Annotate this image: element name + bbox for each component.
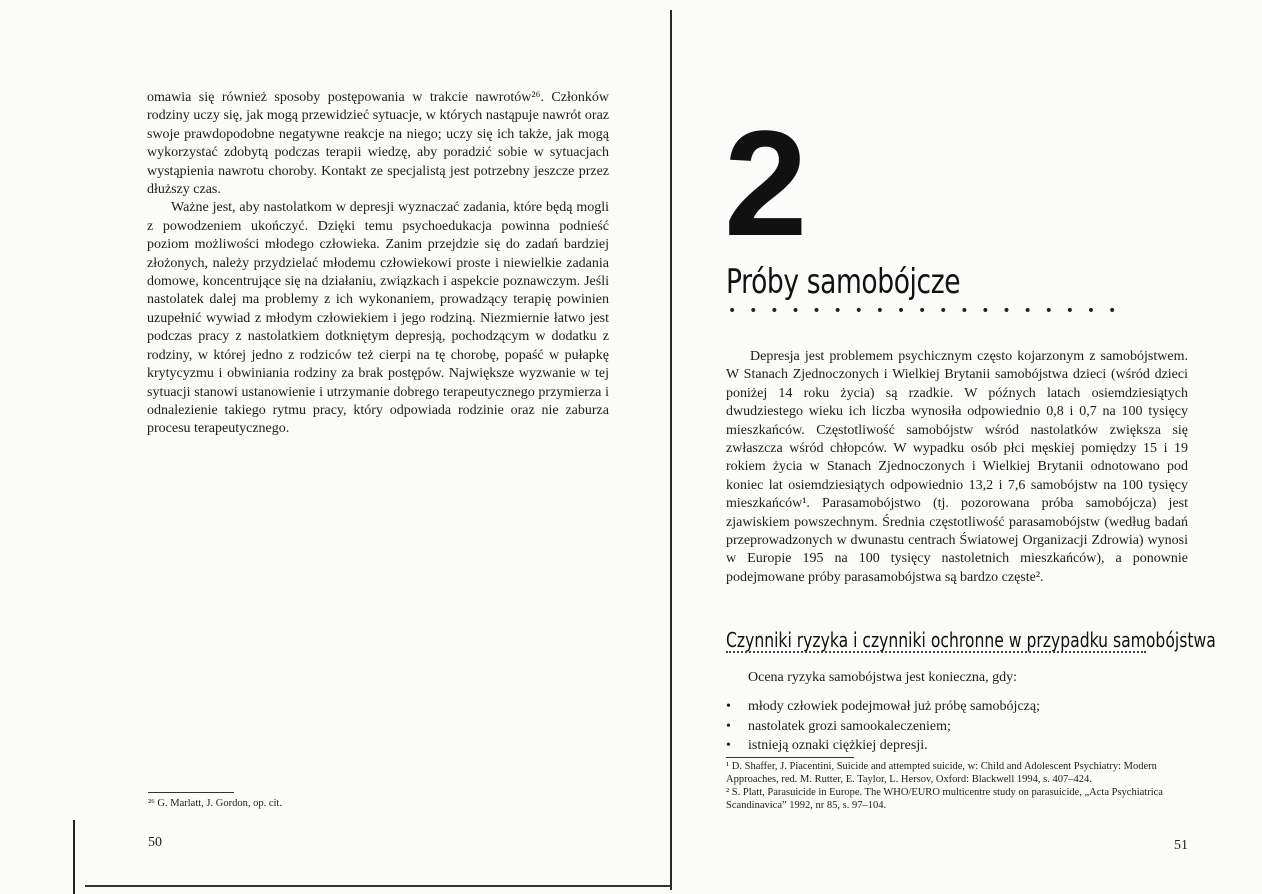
bullet-icon: •: [726, 738, 731, 753]
left-page-number: 50: [148, 835, 162, 850]
list-item: • istnieją oznaki ciężkiej depresji.: [726, 736, 1040, 756]
right-page-number: 51: [1174, 838, 1188, 853]
chapter-number: 2: [724, 99, 808, 267]
chapter-title-dots: • • • • • • • • • • • • • • • • • • •: [728, 303, 1121, 319]
left-paragraph-2: Ważne jest, aby nastolatkom w depresji wyznaczać zadania, które będą mogli z powodzeniem ukończyć. Dzięki temu psychoedukacja powinna podnieść poziom możliwości młodego człowieka. Zanim przejdzie się do zadań bardziej złożonych, należy przydzielać młodemu człowiekowi proste i niewielkie zadania domowe, koncentrujące się na działaniu, związkach i aspekcie poznawczym. Jeśli nastolatek dalej ma problemy z ich wykonaniem, prowadzący terapię powinien uzupełnić wywiad z młodym człowiekiem i jego rodziną. Niezmiernie łatwo jest podczas pracy z nastolatkiem dotkniętym depresją, pochodzącym w dodatku z rodziny, w której jedno z rodziców też cierpi na tę chorobę, popaść w pułapkę krytycyzmu i obwiniania rodziny za brak postępów. Największe wyzwanie w tej sytuacji stanowi ustanowienie i utrzymanie dobrego terapeutycznego przymierza i odnalezienie takiego rytmu pracy, który odpowiada rodzinie oraz nie zaburza procesu terapeutycznego.: [147, 200, 609, 437]
left-footnote: ²⁶ G. Marlatt, J. Gordon, op. cit.: [148, 798, 282, 809]
bullet-icon: •: [726, 718, 731, 734]
footnote-2: ² S. Platt, Parasuicide in Europe. The WHO/EURO multicentre study on parasuicide, „Acta Psychiatrica Scandinavica” 1992, nr 85, s. 97–104.: [726, 787, 1163, 811]
bullet-icon: •: [726, 699, 731, 714]
left-paragraph-1: omawia się również sposoby postępowania w trakcie nawrotów²⁶. Członków rodziny uczy się, jak mogą przewidzieć sytuacje, w których nastąpuje nawrót oraz swoje prawdopodobne negatywne reakcje na niego; uczy się ich także, jak mogą wykorzystać zdobytą podczas terapii wiedzę, aby poradzić sobie w sytuacjach wystąpienia nawrotu choroby. Kontakt ze specjalistą jest potrzebny jeszcze przez dłuższy czas.: [147, 90, 609, 198]
bullet-list: [726, 697, 1040, 756]
section-heading: Czynniki ryzyka i czynniki ochronne w przypadku samobójstwa: [726, 628, 1216, 652]
scan-edge-left: [73, 820, 75, 894]
list-item: • nastolatek grozi samookaleczeniem;: [726, 717, 1040, 737]
right-paragraph-1: Depresja jest problemem psychicznym często kojarzonym z samobójstwem. W Stanach Zjednoczonych i Wielkiej Brytanii samobójstwa dzieci (wśród dzieci poniżej 14 roku życia) są rzadkie. W późnych latach osiemdziesiątych dwudziestego wieku ich liczba wynosiła odpowiednio 0,8 i 0,7 na 100 tysięcy mieszkańców. Częstotliwość samobójstw wśród nastolatków zwiększa się zwłaszcza wśród chłopców. W wypadku osób płci męskiej pomiędzy 15 i 19 rokiem życia w Stanach Zjednoczonych i Wielkiej Brytanii odnotowano pod koniec lat osiemdziesiątych odpowiednio 13,2 i 7,6 samobójstw na 100 tysięcy mieszkańców¹. Parasamobójstwo (tj. pozorowana próba samobójcza) jest zjawiskiem powszechnym. Średnia częstotliwość parasamobójstw (według badań przeprowadzonych w dwunastu centrach Światowej Organizacji Zdrowia) wynosi w Europie 195 na 100 tysięcy nastoletnich mieszkańców), a ponownie podejmowane próby parasamobójstwa są bardzo częste².: [726, 349, 1188, 585]
footnote-1: ¹ D. Shaffer, J. Piacentini, Suicide and attempted suicide, w: Child and Adolescent Psychiatry: Modern Approaches, red. M. Rutter, E. Taylor, L. Hersov, Oxford: Blackwell 1994, s. 407–424.: [726, 761, 1157, 785]
right-footnotes: [726, 760, 1188, 812]
right-footnote-rule: [726, 757, 854, 758]
right-page-body: [726, 348, 1188, 587]
left-page-body: [147, 89, 609, 439]
scan-edge-bottom: [85, 885, 670, 887]
book-spine: [670, 10, 672, 890]
chapter-title: Próby samobójcze: [726, 262, 961, 302]
left-footnote-rule: [148, 792, 234, 793]
section-heading-dots: [726, 651, 1146, 653]
bullet-intro: Ocena ryzyka samobójstwa jest konieczna, gdy:: [748, 670, 1018, 685]
list-item: • młody człowiek podejmował już próbę samobójczą;: [726, 697, 1040, 717]
